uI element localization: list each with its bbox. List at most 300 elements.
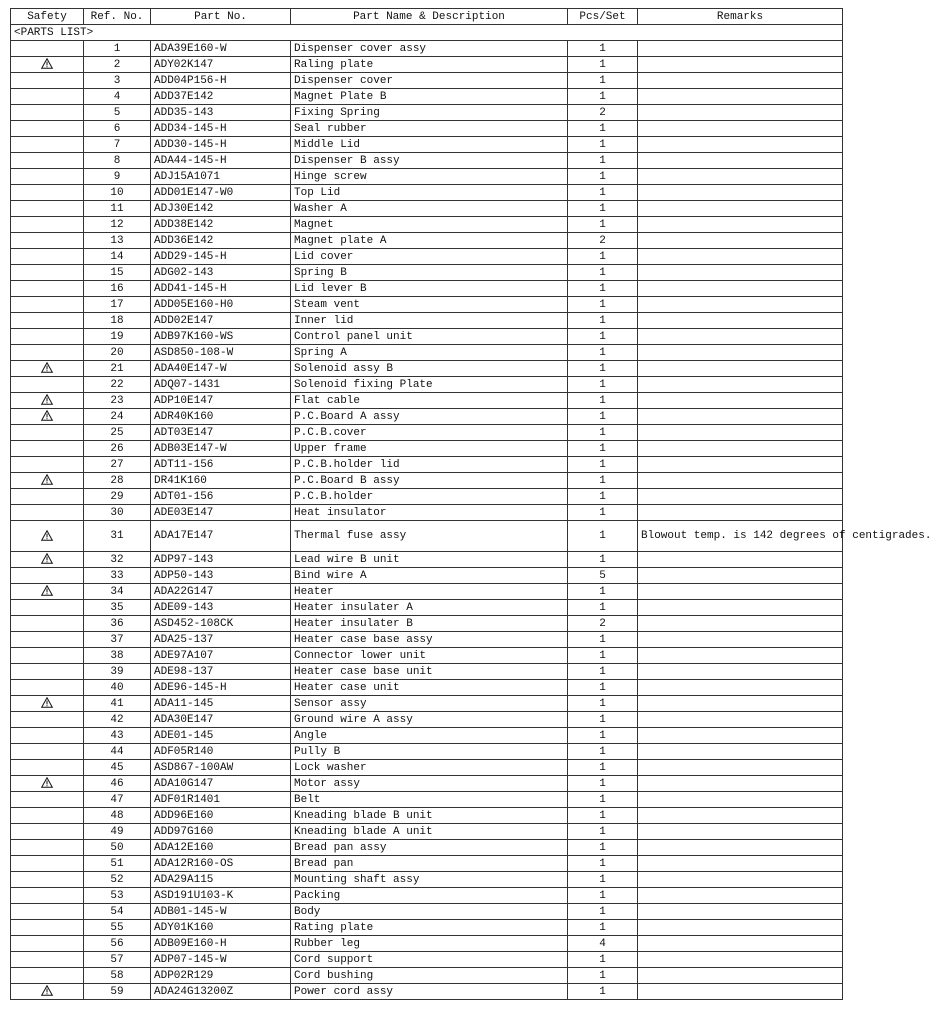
- pcs-set-cell: 1: [568, 696, 638, 712]
- ref-no-cell: 55: [84, 920, 151, 936]
- remarks-cell: [638, 233, 843, 249]
- part-name-cell: Hinge screw: [291, 169, 568, 185]
- part-no-cell: ADP02R129: [151, 968, 291, 984]
- table-header-row: [11, 9, 843, 25]
- part-no-cell: ADT11-156: [151, 457, 291, 473]
- ref-no-cell: 42: [84, 712, 151, 728]
- part-name-cell: Dispenser cover assy: [291, 41, 568, 57]
- table-row: [11, 137, 843, 153]
- safety-cell: [11, 137, 84, 153]
- remarks-cell: [638, 489, 843, 505]
- safety-cell: [11, 712, 84, 728]
- table-row: [11, 984, 843, 1000]
- table-row: [11, 712, 843, 728]
- pcs-set-cell: 1: [568, 824, 638, 840]
- part-name-cell: Power cord assy: [291, 984, 568, 1000]
- part-no-cell: ADB01-145-W: [151, 904, 291, 920]
- safety-cell: [11, 968, 84, 984]
- part-no-cell: ADD38E142: [151, 217, 291, 233]
- ref-no-cell: 52: [84, 872, 151, 888]
- part-name-cell: Raling plate: [291, 57, 568, 73]
- part-name-cell: Lid cover: [291, 249, 568, 265]
- ref-no-cell: 43: [84, 728, 151, 744]
- remarks-cell: [638, 409, 843, 425]
- part-no-cell: ADE96-145-H: [151, 680, 291, 696]
- remarks-cell: [638, 169, 843, 185]
- warning-triangle-icon: [41, 530, 53, 541]
- remarks-cell: [638, 281, 843, 297]
- part-name-cell: Washer A: [291, 201, 568, 217]
- ref-no-cell: 57: [84, 952, 151, 968]
- table-row: [11, 568, 843, 584]
- remarks-cell: [638, 936, 843, 952]
- pcs-set-cell: 1: [568, 345, 638, 361]
- table-row: [11, 824, 843, 840]
- ref-no-cell: 39: [84, 664, 151, 680]
- part-name-cell: Heater insulater A: [291, 600, 568, 616]
- part-name-cell: Control panel unit: [291, 329, 568, 345]
- remarks-cell: [638, 952, 843, 968]
- safety-cell: [11, 936, 84, 952]
- safety-cell: [11, 872, 84, 888]
- pcs-set-cell: 1: [568, 425, 638, 441]
- part-name-cell: Spring B: [291, 265, 568, 281]
- part-name-cell: Solenoid assy B: [291, 361, 568, 377]
- part-name-cell: Bread pan: [291, 856, 568, 872]
- safety-cell: [11, 233, 84, 249]
- ref-no-cell: 34: [84, 584, 151, 600]
- pcs-set-cell: 1: [568, 281, 638, 297]
- safety-cell: [11, 920, 84, 936]
- pcs-set-cell: 1: [568, 41, 638, 57]
- table-row: [11, 201, 843, 217]
- safety-cell: [11, 632, 84, 648]
- remarks-cell: [638, 137, 843, 153]
- safety-cell: [11, 313, 84, 329]
- part-no-cell: ADE03E147: [151, 505, 291, 521]
- remarks-cell: [638, 760, 843, 776]
- part-name-cell: P.C.B.cover: [291, 425, 568, 441]
- safety-cell: [11, 888, 84, 904]
- pcs-set-cell: 1: [568, 600, 638, 616]
- part-name-cell: Cord support: [291, 952, 568, 968]
- pcs-set-cell: 1: [568, 249, 638, 265]
- part-no-cell: ADF05R140: [151, 744, 291, 760]
- table-row: [11, 696, 843, 712]
- pcs-set-cell: 1: [568, 584, 638, 600]
- part-no-cell: ADJ15A1071: [151, 169, 291, 185]
- remarks-cell: [638, 792, 843, 808]
- part-no-cell: ADB03E147-W: [151, 441, 291, 457]
- ref-no-cell: 14: [84, 249, 151, 265]
- table-row: [11, 632, 843, 648]
- safety-cell: [11, 696, 84, 712]
- part-name-cell: Heater case unit: [291, 680, 568, 696]
- safety-cell: [11, 760, 84, 776]
- ref-no-cell: 25: [84, 425, 151, 441]
- table-row: [11, 744, 843, 760]
- safety-cell: [11, 824, 84, 840]
- table-row: [11, 760, 843, 776]
- remarks-cell: [638, 680, 843, 696]
- table-row: [11, 792, 843, 808]
- pcs-set-cell: 1: [568, 441, 638, 457]
- part-no-cell: ADR40K160: [151, 409, 291, 425]
- ref-no-cell: 10: [84, 185, 151, 201]
- pcs-set-cell: 1: [568, 137, 638, 153]
- part-name-cell: Rating plate: [291, 920, 568, 936]
- part-no-cell: ADD41-145-H: [151, 281, 291, 297]
- table-row: [11, 457, 843, 473]
- parts-table-body: [11, 25, 931, 1000]
- table-row: [11, 377, 843, 393]
- col-header-pcs-set: Pcs/Set: [568, 9, 638, 25]
- ref-no-cell: 12: [84, 217, 151, 233]
- safety-cell: [11, 329, 84, 345]
- safety-cell: [11, 409, 84, 425]
- ref-no-cell: 24: [84, 409, 151, 425]
- remarks-cell: [638, 345, 843, 361]
- pcs-set-cell: 1: [568, 872, 638, 888]
- part-name-cell: Thermal fuse assy: [291, 521, 568, 552]
- remarks-cell: [638, 185, 843, 201]
- ref-no-cell: 58: [84, 968, 151, 984]
- part-name-cell: Spring A: [291, 345, 568, 361]
- part-name-cell: Kneading blade B unit: [291, 808, 568, 824]
- part-name-cell: Belt: [291, 792, 568, 808]
- table-row: [11, 888, 843, 904]
- part-name-cell: Magnet plate A: [291, 233, 568, 249]
- pcs-set-cell: 1: [568, 377, 638, 393]
- pcs-set-cell: 1: [568, 201, 638, 217]
- ref-no-cell: 56: [84, 936, 151, 952]
- safety-cell: [11, 600, 84, 616]
- part-no-cell: ASD850-108-W: [151, 345, 291, 361]
- table-row: [11, 584, 843, 600]
- remarks-cell: [638, 217, 843, 233]
- remarks-cell: [638, 121, 843, 137]
- safety-cell: [11, 728, 84, 744]
- part-name-cell: Middle Lid: [291, 137, 568, 153]
- safety-cell: [11, 680, 84, 696]
- pcs-set-cell: 1: [568, 505, 638, 521]
- remarks-cell: [638, 297, 843, 313]
- safety-cell: [11, 345, 84, 361]
- safety-cell: [11, 616, 84, 632]
- remarks-cell: [638, 776, 843, 792]
- part-no-cell: ADD01E147-W0: [151, 185, 291, 201]
- table-row: [11, 856, 843, 872]
- pcs-set-cell: 1: [568, 760, 638, 776]
- remarks-cell: Blowout temp. is 142 degrees of centigrades.: [638, 521, 843, 552]
- section-row: [11, 25, 843, 41]
- col-header-ref-no: Ref. No.: [84, 9, 151, 25]
- remarks-cell: [638, 824, 843, 840]
- remarks-cell: [638, 568, 843, 584]
- pcs-set-cell: 1: [568, 89, 638, 105]
- table-row: [11, 616, 843, 632]
- pcs-set-cell: 1: [568, 473, 638, 489]
- part-no-cell: ADJ30E142: [151, 201, 291, 217]
- pcs-set-cell: 1: [568, 552, 638, 568]
- ref-no-cell: 9: [84, 169, 151, 185]
- ref-no-cell: 22: [84, 377, 151, 393]
- pcs-set-cell: 1: [568, 73, 638, 89]
- remarks-cell: [638, 153, 843, 169]
- part-name-cell: Flat cable: [291, 393, 568, 409]
- safety-cell: [11, 984, 84, 1000]
- pcs-set-cell: 1: [568, 968, 638, 984]
- ref-no-cell: 28: [84, 473, 151, 489]
- remarks-cell: [638, 89, 843, 105]
- part-no-cell: ADP10E147: [151, 393, 291, 409]
- warning-triangle-icon: [41, 985, 53, 996]
- ref-no-cell: 13: [84, 233, 151, 249]
- table-row: [11, 425, 843, 441]
- ref-no-cell: 19: [84, 329, 151, 345]
- safety-cell: [11, 425, 84, 441]
- remarks-cell: [638, 393, 843, 409]
- table-row: [11, 505, 843, 521]
- ref-no-cell: 53: [84, 888, 151, 904]
- ref-no-cell: 6: [84, 121, 151, 137]
- part-name-cell: Mounting shaft assy: [291, 872, 568, 888]
- part-no-cell: ADD02E147: [151, 313, 291, 329]
- parts-table: [10, 8, 931, 1000]
- safety-cell: [11, 441, 84, 457]
- part-name-cell: Sensor assy: [291, 696, 568, 712]
- ref-no-cell: 3: [84, 73, 151, 89]
- pcs-set-cell: 1: [568, 457, 638, 473]
- part-no-cell: ADY02K147: [151, 57, 291, 73]
- safety-cell: [11, 281, 84, 297]
- part-no-cell: ADA25-137: [151, 632, 291, 648]
- warning-triangle-icon: [41, 777, 53, 788]
- ref-no-cell: 51: [84, 856, 151, 872]
- table-row: [11, 872, 843, 888]
- table-row: [11, 217, 843, 233]
- table-row: [11, 57, 843, 73]
- pcs-set-cell: 1: [568, 952, 638, 968]
- safety-cell: [11, 121, 84, 137]
- table-row: [11, 680, 843, 696]
- table-row: [11, 521, 843, 552]
- pcs-set-cell: 1: [568, 329, 638, 345]
- part-name-cell: Bind wire A: [291, 568, 568, 584]
- part-name-cell: Steam vent: [291, 297, 568, 313]
- safety-cell: [11, 904, 84, 920]
- remarks-cell: [638, 664, 843, 680]
- safety-cell: [11, 568, 84, 584]
- part-no-cell: ADE09-143: [151, 600, 291, 616]
- part-no-cell: ADA11-145: [151, 696, 291, 712]
- part-no-cell: ADY01K160: [151, 920, 291, 936]
- remarks-cell: [638, 696, 843, 712]
- pcs-set-cell: 1: [568, 856, 638, 872]
- pcs-set-cell: 1: [568, 265, 638, 281]
- part-no-cell: ADE97A107: [151, 648, 291, 664]
- remarks-cell: [638, 616, 843, 632]
- remarks-cell: [638, 473, 843, 489]
- safety-cell: [11, 249, 84, 265]
- part-name-cell: Heater: [291, 584, 568, 600]
- part-name-cell: Top Lid: [291, 185, 568, 201]
- remarks-cell: [638, 904, 843, 920]
- pcs-set-cell: 1: [568, 393, 638, 409]
- pcs-set-cell: 1: [568, 888, 638, 904]
- remarks-cell: [638, 457, 843, 473]
- ref-no-cell: 38: [84, 648, 151, 664]
- pcs-set-cell: 1: [568, 361, 638, 377]
- part-no-cell: ADT03E147: [151, 425, 291, 441]
- part-no-cell: DR41K160: [151, 473, 291, 489]
- part-no-cell: ADA22G147: [151, 584, 291, 600]
- part-no-cell: ADD29-145-H: [151, 249, 291, 265]
- part-no-cell: ADB09E160-H: [151, 936, 291, 952]
- part-no-cell: ADA30E147: [151, 712, 291, 728]
- part-name-cell: Kneading blade A unit: [291, 824, 568, 840]
- pcs-set-cell: 1: [568, 57, 638, 73]
- ref-no-cell: 47: [84, 792, 151, 808]
- part-name-cell: Body: [291, 904, 568, 920]
- ref-no-cell: 32: [84, 552, 151, 568]
- remarks-cell: [638, 584, 843, 600]
- remarks-cell: [638, 201, 843, 217]
- remarks-cell: [638, 73, 843, 89]
- part-no-cell: ASD867-100AW: [151, 760, 291, 776]
- part-name-cell: Inner lid: [291, 313, 568, 329]
- safety-cell: [11, 89, 84, 105]
- table-row: [11, 664, 843, 680]
- col-header-part-name: Part Name & Description: [291, 9, 568, 25]
- part-no-cell: ADT01-156: [151, 489, 291, 505]
- table-row: [11, 904, 843, 920]
- ref-no-cell: 54: [84, 904, 151, 920]
- remarks-cell: [638, 808, 843, 824]
- part-no-cell: ADD05E160-H0: [151, 297, 291, 313]
- safety-cell: [11, 744, 84, 760]
- table-row: [11, 968, 843, 984]
- part-name-cell: Heater case base unit: [291, 664, 568, 680]
- part-no-cell: ADF01R1401: [151, 792, 291, 808]
- safety-cell: [11, 473, 84, 489]
- table-row: [11, 73, 843, 89]
- safety-cell: [11, 648, 84, 664]
- ref-no-cell: 30: [84, 505, 151, 521]
- part-name-cell: Rubber leg: [291, 936, 568, 952]
- part-name-cell: Dispenser cover: [291, 73, 568, 89]
- ref-no-cell: 26: [84, 441, 151, 457]
- part-name-cell: P.C.B.holder: [291, 489, 568, 505]
- table-row: [11, 345, 843, 361]
- safety-cell: [11, 169, 84, 185]
- table-row: [11, 489, 843, 505]
- pcs-set-cell: 1: [568, 744, 638, 760]
- pcs-set-cell: 1: [568, 792, 638, 808]
- part-no-cell: ADA44-145-H: [151, 153, 291, 169]
- ref-no-cell: 59: [84, 984, 151, 1000]
- part-no-cell: ADP97-143: [151, 552, 291, 568]
- part-name-cell: P.C.B.holder lid: [291, 457, 568, 473]
- pcs-set-cell: 1: [568, 489, 638, 505]
- safety-cell: [11, 57, 84, 73]
- pcs-set-cell: 4: [568, 936, 638, 952]
- part-no-cell: ADP50-143: [151, 568, 291, 584]
- table-row: [11, 552, 843, 568]
- safety-cell: [11, 105, 84, 121]
- safety-cell: [11, 584, 84, 600]
- ref-no-cell: 29: [84, 489, 151, 505]
- remarks-cell: [638, 648, 843, 664]
- table-row: [11, 41, 843, 57]
- pcs-set-cell: 1: [568, 409, 638, 425]
- part-name-cell: Pully B: [291, 744, 568, 760]
- remarks-cell: [638, 105, 843, 121]
- table-row: [11, 648, 843, 664]
- part-no-cell: ASD452-108CK: [151, 616, 291, 632]
- ref-no-cell: 49: [84, 824, 151, 840]
- safety-cell: [11, 201, 84, 217]
- part-name-cell: Heat insulator: [291, 505, 568, 521]
- table-row: [11, 473, 843, 489]
- pcs-set-cell: 1: [568, 217, 638, 233]
- ref-no-cell: 31: [84, 521, 151, 552]
- remarks-cell: [638, 872, 843, 888]
- remarks-cell: [638, 712, 843, 728]
- col-header-part-no: Part No.: [151, 9, 291, 25]
- part-name-cell: Seal rubber: [291, 121, 568, 137]
- part-name-cell: Magnet: [291, 217, 568, 233]
- pcs-set-cell: 1: [568, 169, 638, 185]
- safety-cell: [11, 505, 84, 521]
- table-row: [11, 393, 843, 409]
- part-name-cell: Lid lever B: [291, 281, 568, 297]
- remarks-cell: [638, 313, 843, 329]
- part-no-cell: ADD97G160: [151, 824, 291, 840]
- table-row: [11, 297, 843, 313]
- part-name-cell: Fixing Spring: [291, 105, 568, 121]
- pcs-set-cell: 1: [568, 121, 638, 137]
- table-row: [11, 808, 843, 824]
- warning-triangle-icon: [41, 553, 53, 564]
- ref-no-cell: 20: [84, 345, 151, 361]
- remarks-cell: [638, 856, 843, 872]
- safety-cell: [11, 840, 84, 856]
- remarks-cell: [638, 441, 843, 457]
- remarks-cell: [638, 888, 843, 904]
- table-row: [11, 361, 843, 377]
- warning-triangle-icon: [41, 474, 53, 485]
- safety-cell: [11, 41, 84, 57]
- pcs-set-cell: 1: [568, 808, 638, 824]
- safety-cell: [11, 856, 84, 872]
- part-name-cell: Angle: [291, 728, 568, 744]
- safety-cell: [11, 776, 84, 792]
- ref-no-cell: 27: [84, 457, 151, 473]
- ref-no-cell: 36: [84, 616, 151, 632]
- safety-cell: [11, 217, 84, 233]
- ref-no-cell: 35: [84, 600, 151, 616]
- table-row: [11, 121, 843, 137]
- pcs-set-cell: 1: [568, 632, 638, 648]
- part-no-cell: ADD35-143: [151, 105, 291, 121]
- warning-triangle-icon: [41, 585, 53, 596]
- part-no-cell: ASD191U103-K: [151, 888, 291, 904]
- safety-cell: [11, 489, 84, 505]
- part-name-cell: Heater insulater B: [291, 616, 568, 632]
- col-header-safety: Safety: [11, 9, 84, 25]
- safety-cell: [11, 153, 84, 169]
